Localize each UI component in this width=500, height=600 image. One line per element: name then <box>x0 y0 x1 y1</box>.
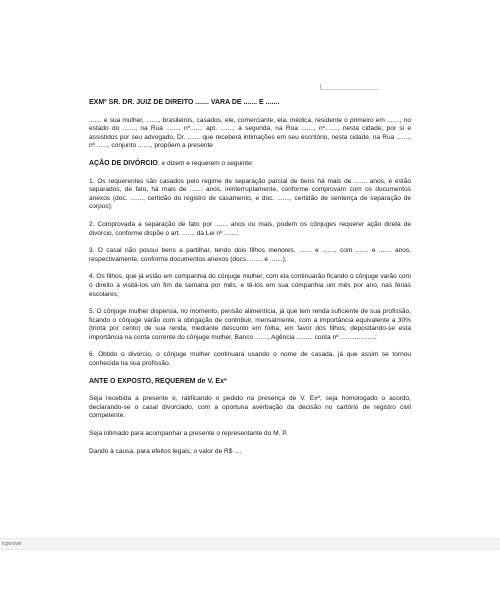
status-bar <box>0 538 500 550</box>
item-paragraph: 5. O cônjuge mulher dispensa, no momento, pensão alimentícia, já que tem renda suficiente de sua profissão, ficando o cônjuge varão com a obrigação de contribuir, mensalmente, com a importância equivalente a 30% (trinta por cento) de sua renda, mediante desconto em folha, em favor dos filhos, depositando-se esta importância na conta corrente do cônjuge mulher, Banco ......., Agência ........, conta nº ...................; <box>89 308 411 341</box>
item-paragraph: 2. Comprovada a separação de fato por ....... anos ou mais, podem os cônjuges requerer ação direta de divórcio, conforme dispõe o art. ....... da Lei nº .......; <box>89 220 411 237</box>
conclusion-title: ANTE O EXPOSTO, REQUEREM de V. Exª <box>89 377 227 385</box>
request-paragraph: Seja recebida a presente e, ratificando o pedido na presença de V. Exª, seja homologado o acordo, declarando-se o casal divorciado, com a oportuna averbação da decisão no cartório de registro civil competente. <box>89 395 411 420</box>
document-body <box>89 99 411 465</box>
header-mark <box>320 84 378 90</box>
action-paragraph <box>89 160 411 169</box>
document-title: EXMº SR. DR. JUIZ DE DIREITO ....... VARA DE ....... E ....... <box>89 99 280 106</box>
status-bar-text: icponivel <box>2 541 22 547</box>
item-paragraph: 1. Os requerentes são casados pelo regime de separação parcial de bens há mais de ....... anos, e estão separados, de fato, há mais de ....... anos, ininterruptamente, conforme comprovam com os documentos anexos (doc. ......., certidão do registro de casamento, e doc. ......., certidão de sentença de separação de corpos); <box>89 177 411 211</box>
item-paragraph: 6. Obtido o divórcio, o cônjuge mulher continuará usando o nome de casada, já que assim se tornou conhecida na sua profissão. <box>89 351 411 368</box>
request-paragraph: Dando à causa, para efeitos legais, o valor de R$ .... <box>89 447 242 455</box>
intro-paragraph: ....... e sua mulher, ......., brasileiros, casados, ele, comerciante, ela, médica, residente o primeiro em ......., no estado do ......., na Rua ......., nº....... apt. .......; a segunda, na Rua ......., nº......., nesta cidade, por si e assistidos por seu advogado, Dr. ....... que receberá intimações em seu escritório, nesta cidade, na Rua ......., nº......., conjunto ......., propõem a presente <box>89 116 411 150</box>
action-title: AÇÃO DE DIVÓRCIO <box>89 159 158 167</box>
item-paragraph: 4. Os filhos, que já estão em companhia do cônjuge mulher, com ela continuarão ficando o cônjuge varão com o direito a visitá-los um fim de semana por mês, e tê-los em sua companhia um mês por ano, nas férias escolares; <box>89 273 411 298</box>
request-paragraph: Seja intimado para acompanhar a presente o representante do M. P. <box>89 430 288 438</box>
item-paragraph: 3. O casal não possui bens a partilhar, tendo dois filhos menores, ....... e ......., com ....... e ....... anos, respectivamente, conforme documentos anexos (docs. ....... e .......); <box>89 247 411 263</box>
action-suffix: , e dizem e requerem o seguinte: <box>157 159 254 167</box>
